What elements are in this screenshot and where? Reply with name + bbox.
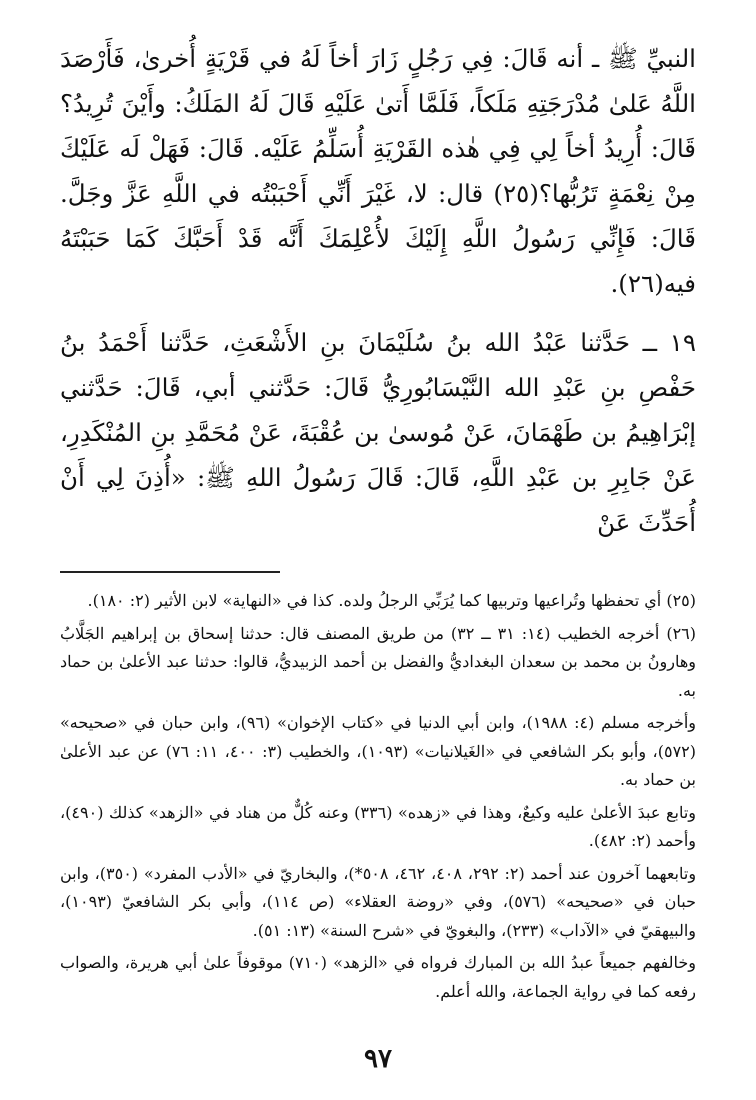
page-number: ٩٧ bbox=[364, 1044, 392, 1074]
main-text bbox=[60, 36, 696, 545]
paragraph-hadith-19: ١٩ ــ حَدَّثنا عَبْدُ الله بنُ سُلَيْمَانَ بنِ الأَشْعَثِ، حَدَّثنا أَحْمَدُ بنُ حَفْصِ بنِ عَبْدِ الله النَّيْسَابُورِيُّ قَالَ: حَدَّثني أبي، قَالَ: حَدَّثني إبْرَاهِيمُ بن طَهْمَانَ، عَنْ مُوسىٰ بن عُقْبَةَ، عَنْ مُحَمَّدِ بنِ المُنْكَدِرِ، عَنْ جَابِرِ بن عَبْدِ اللَّهِ، قَالَ: قَالَ رَسُولُ اللهِ ﷺ: «أُذِنَ لِي أَنْ أُحَدِّثَ عَنْ bbox=[60, 328, 696, 537]
footnotes bbox=[60, 587, 696, 1006]
footnote-divider bbox=[60, 571, 280, 573]
footnote-26-part-2: وأخرجه مسلم (٤: ١٩٨٨)، وابن أبي الدنيا في «كتاب الإخوان» (٩٦)، وابن حبان في «صحيحه» (٥٧٢)، وأبو بكر الشافعي في «الغَيلانيات» (١٠٩٣)، والخطيب (٣: ٤٠٠، ١١: ٧٦) عن عبد الأعلىٰ بن حماد به. bbox=[60, 713, 697, 789]
page bbox=[60, 36, 696, 1076]
footnote-26-part-3: وتابع عبدَ الأعلىٰ عليه وكيعٌ، وهذا في «زهده» (٣٣٦) وعنه كُلٌّ من هناد في «الزهد» كذلك (٤٩٠)، وأحمد (٢: ٤٨٢). bbox=[60, 802, 696, 850]
footnote-26: (٢٦) أخرجه الخطيب (١٤: ٣١ ــ ٣٢) من طريق المصنف قال: حدثنا إسحاق بن إبراهيم الجَلَّابُ وهارونُ بن محمد بن سعدان البغداديُّ والفضل بن أحمد الزبيديُّ، قالوا: حدثنا عبد الأعلىٰ بن حماد به. bbox=[60, 623, 696, 700]
footnote-26-part-5: وخالفهم جميعاً عبدُ الله بن المبارك فرواه في «الزهد» (٧١٠) موقوفاً علىٰ أبي هريرة، والصواب رفعه كما في رواية الجماعة، والله أعلم. bbox=[60, 953, 696, 1001]
paragraph-hadith-18-end: النبيِّ ﷺ ـ أنه قَالَ: فِي رَجُلٍ زَارَ أخاً لَهُ في قَرْيَةٍ أُخرىٰ، فَأَرْصَدَ اللَّهُ عَلىٰ مُدْرَجَتِهِ مَلَكاً، فَلَمَّا أَتىٰ عَلَيْهِ قَالَ لَهُ المَلَكُ: وأَيْنَ تُرِيدُ؟ قَالَ: أُرِيدُ أخاً لِي فِي هٰذه القَرْيَةِ أُسَلِّمُ عَلَيْه. قَالَ: فَهَلْ لَه عَلَيْكَ مِنْ نِعْمَةٍ تَرُبُّها؟(٢٥) قال: لا، غَيْرَ أَنِّي أَحْبَبْتُه في اللَّهِ عَزَّ وجَلَّ. قَالَ: فَإِنِّي رَسُولُ اللَّهِ إِلَيْكَ لأُعْلِمَكَ أَنَّه قَدْ أَحَبَّكَ كَمَا حَبَبْتَهُ فيه(٢٦). bbox=[60, 44, 696, 298]
footnote-25: (٢٥) أي تحفظها وتُراعيها وتربيها كما يُرَبِّي الرجلُ ولده. كذا في «النهاية» لابن الأثير (٢: ١٨٠). bbox=[87, 591, 696, 610]
footnote-26-part-4: وتابعهما آخرون عند أحمد (٢: ٢٩٢، ٤٠٨، ٤٦٢، ٥٠٨*)، والبخاريّ في «الأدب المفرد» (٣٥٠)، وابن حبان في «صحيحه» (٥٧٦)، وفي «روضة العقلاء» (ص ١١٤)، وأبي بكر الشافعيّ (١٠٩٣)، والبيهقيّ في «الآداب» (٢٣٣)، والبغويّ في «شرح السنة» (١٣: ٥١). bbox=[60, 863, 697, 940]
